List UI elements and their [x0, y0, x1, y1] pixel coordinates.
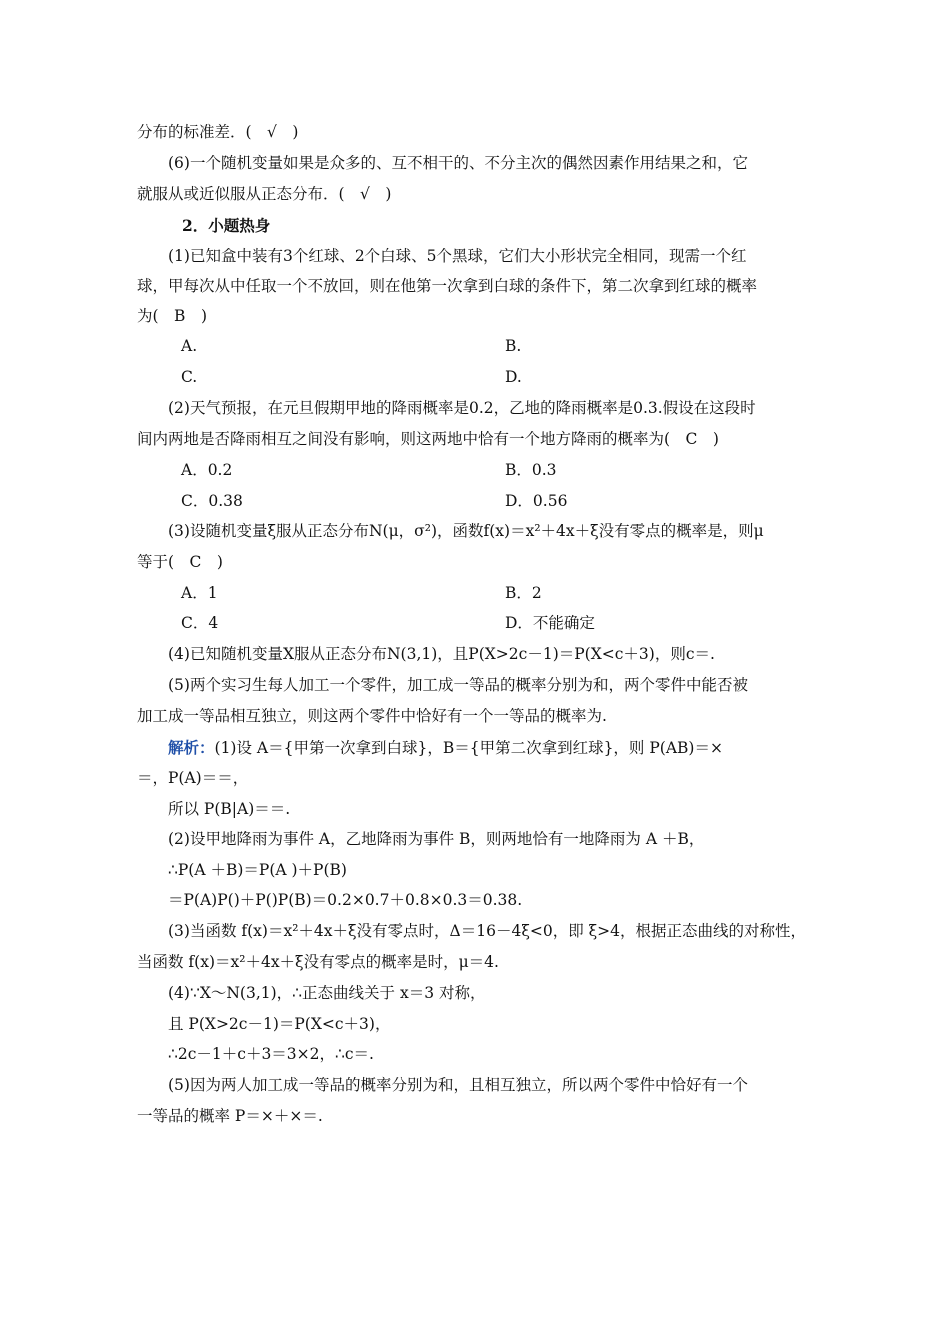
- text-line: ∴2c－1＋c＋3＝3×2，∴c＝.: [168, 1045, 374, 1063]
- text-line: 一等品的概率 P＝×＋×＝.: [137, 1107, 323, 1125]
- option-b: B．0.3: [505, 461, 557, 479]
- problem-5-stem: (5)两个实习生每人加工一个零件，加工成一等品的概率分别为和，两个零件中能否被: [168, 676, 748, 694]
- option-a: A.: [181, 337, 198, 355]
- option-a: A．0.2: [181, 461, 233, 479]
- text-line: 所以 P(B|A)＝＝.: [168, 800, 291, 818]
- text-line: 球，甲每次从中任取一个不放回，则在他第一次拿到白球的条件下，第二次拿到红球的概率: [137, 277, 758, 295]
- problem-4-stem: (4)已知随机变量X服从正态分布N(3,1)，且P(X>2c－1)＝P(X<c＋3)，则c＝.: [168, 645, 715, 663]
- text-line: 且 P(X>2c－1)＝P(X<c＋3)，: [168, 1015, 391, 1033]
- text-line: 间内两地是否降雨相互之间没有影响，则这两地中恰有一个地方降雨的概率为( C ): [137, 430, 719, 448]
- text-line: 当函数 f(x)＝x²＋4x＋ξ没有零点的概率是时，μ＝4.: [137, 953, 499, 971]
- text-line: 就服从或近似服从正态分布．( √ ): [137, 185, 392, 203]
- section-heading: 2．小题热身: [182, 216, 271, 235]
- text-line: 加工成一等品相互独立，则这两个零件中恰好有一个一等品的概率为.: [137, 707, 607, 725]
- problem-1-stem: (1)已知盒中装有3个红球、2个白球、5个黑球，它们大小形状完全相同，现需一个红: [168, 247, 747, 265]
- text-line: 分布的标准差．( √ ): [137, 123, 299, 141]
- option-d: D．不能确定: [505, 614, 595, 632]
- text-line: (2)设甲地降雨为事件 A，乙地降雨为事件 B，则两地恰有一地降雨为 A ＋B，: [168, 830, 705, 848]
- problem-3-stem: (3)设随机变量ξ服从正态分布N(μ，σ²)，函数f(x)＝x²＋4x＋ξ没有零点的概率是，则μ: [168, 522, 764, 540]
- text-line: ∴P(A ＋B)＝P(A )＋P(B): [168, 861, 347, 879]
- text-line: 等于( C ): [137, 553, 223, 571]
- option-c: C．0.38: [181, 492, 243, 510]
- option-d: D.: [505, 368, 522, 386]
- text-line: 为( B ): [137, 307, 207, 325]
- solution-text: (1)设 A＝{甲第一次拿到白球}，B＝{甲第二次拿到红球}，则 P(AB)＝×: [214, 739, 723, 757]
- option-a: A．1: [181, 584, 218, 602]
- option-b: B.: [505, 337, 522, 355]
- problem-2-stem: (2)天气预报，在元旦假期甲地的降雨概率是0.2，乙地的降雨概率是0.3.假设在这段时: [168, 399, 756, 417]
- option-d: D．0.56: [505, 492, 568, 510]
- text-line: (5)因为两人加工成一等品的概率分别为和，且相互独立，所以两个零件中恰好有一个: [168, 1076, 748, 1094]
- text-line: (3)当函数 f(x)＝x²＋4x＋ξ没有零点时，Δ＝16－4ξ<0，即 ξ>4，根据正态曲线的对称性，: [168, 922, 807, 940]
- option-c: C.: [181, 368, 198, 386]
- option-b: B．2: [505, 584, 542, 602]
- option-c: C．4: [181, 614, 219, 632]
- solution-label: 解析：: [168, 738, 215, 757]
- text-line: ＝，P(A)＝＝，: [137, 769, 249, 787]
- text-line: ＝P(A)P()＋P()P(B)＝0.2×0.7＋0.8×0.3＝0.38.: [168, 891, 523, 909]
- question-6-statement: (6)一个随机变量如果是众多的、互不相干的、不分主次的偶然因素作用结果之和，它: [168, 154, 748, 172]
- text-line: (4)∵X～N(3,1)，∴正态曲线关于 x＝3 对称，: [168, 984, 486, 1002]
- solution-line: [168, 732, 858, 764]
